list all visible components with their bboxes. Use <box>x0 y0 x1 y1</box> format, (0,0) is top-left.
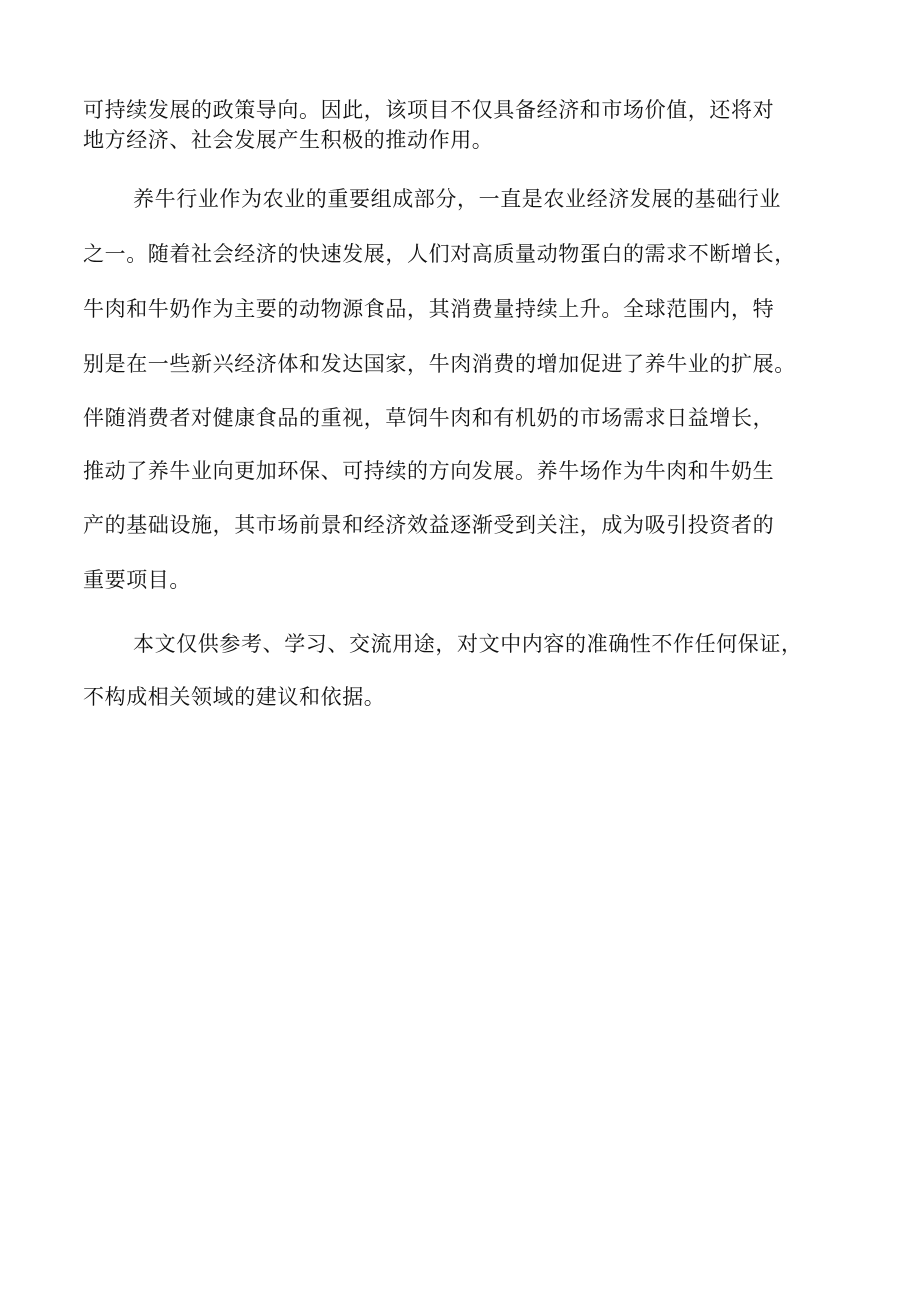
paragraph-2-line-6: 推动了养牛业向更加环保、可持续的方向发展。养牛场作为牛肉和牛奶生 <box>83 459 775 483</box>
paragraph-3-line-2: 不构成相关领域的建议和依据。 <box>83 685 386 709</box>
paragraph-3-line-1: 本文仅供参考、学习、交流用途，对文中内容的准确性不作任何保证， <box>133 632 803 656</box>
paragraph-2-line-7: 产的基础设施，其市场前景和经济效益逐渐受到关注，成为吸引投资者的 <box>83 513 775 537</box>
paragraph-2-line-8: 重要项目。 <box>83 568 191 592</box>
paragraph-1-line-1: 可持续发展的政策导向。因此，该项目不仅具备经济和市场价值，还将对 <box>83 98 775 122</box>
paragraph-1-line-2: 地方经济、社会发展产生积极的推动作用。 <box>83 128 494 152</box>
paragraph-2-line-3: 牛肉和牛奶作为主要的动物源食品，其消费量持续上升。全球范围内，特 <box>83 297 775 321</box>
paragraph-2-line-5: 伴随消费者对健康食品的重视，草饲牛肉和有机奶的市场需求日益增长， <box>83 406 775 430</box>
paragraph-2-line-2: 之一。随着社会经济的快速发展，人们对高质量动物蛋白的需求不断增长， <box>83 242 796 266</box>
paragraph-2-line-4: 别是在一些新兴经济体和发达国家，牛肉消费的增加促进了养牛业的扩展。 <box>83 352 796 376</box>
paragraph-2-line-1: 养牛行业作为农业的重要组成部分，一直是农业经济发展的基础行业 <box>133 187 781 211</box>
